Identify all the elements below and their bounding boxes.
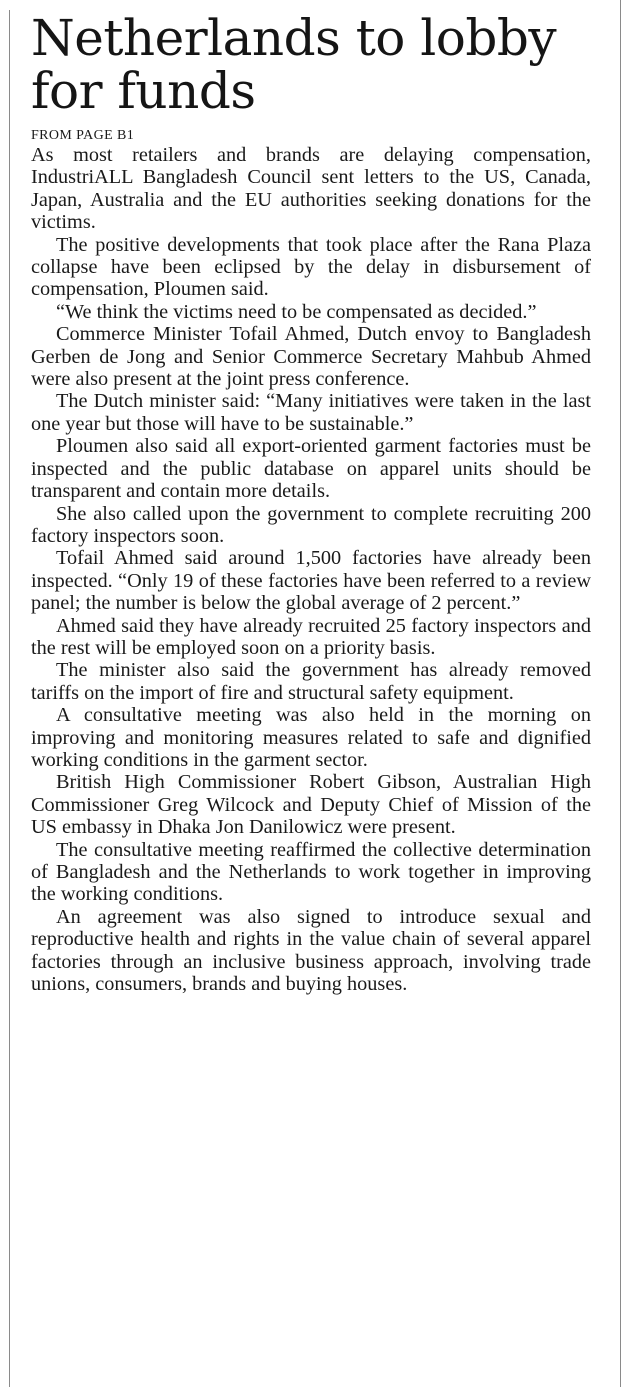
paragraph: Ahmed said they have already recruited 25 factory inspectors and the rest will be employed soon on a priority basis. [31,614,591,659]
paragraph: Commerce Minister Tofail Ahmed, Dutch envoy to Bangladesh Gerben de Jong and Senior Commerce Secretary Mahbub Ahmed were also present at the joint press conference. [31,323,591,391]
paragraph: As most retailers and brands are delaying compensation, IndustriALL Bangladesh Council sent letters to the US, Canada, Japan, Australia and the EU authorities seeking donations for the victims. [31,144,591,234]
headline-line-2: for funds [31,62,256,120]
paragraph: The Dutch minister said: “Many initiatives were taken in the last one year but those will have to be sustainable.” [31,390,591,435]
article-body [31,144,591,995]
news-article [31,9,591,996]
paragraph: She also called upon the government to complete recruiting 200 factory inspectors soon. [31,502,591,547]
headline [31,9,591,120]
paragraph: British High Commissioner Robert Gibson, Australian High Commissioner Greg Wilcock and Deputy Chief of Mission of the US embassy in Dhaka Jon Danilowicz were present. [31,771,591,839]
paragraph: An agreement was also signed to introduce sexual and reproductive health and rights in the value chain of several apparel factories through an inclusive business approach, involving trade unions, consumers, brands and buying houses. [31,905,591,996]
paragraph: A consultative meeting was also held in the morning on improving and monitoring measures related to safe and dignified working conditions in the garment sector. [31,704,591,771]
column-rule-right [620,0,621,1387]
paragraph: Tofail Ahmed said around 1,500 factories have already been inspected. “Only 19 of these factories have been referred to a review panel; the number is below the global average of 2 percent.” [31,547,591,615]
paragraph: “We think the victims need to be compensated as decided.” [56,300,537,323]
paragraph: Ploumen also said all export-oriented garment factories must be inspected and the public database on apparel units should be transparent and contain more details. [31,435,591,503]
paragraph: The positive developments that took place after the Rana Plaza collapse have been eclipsed by the delay in disbursement of compensation, Ploumen said. [31,233,591,301]
paragraph: The minister also said the government has already removed tariffs on the import of fire and structural safety equipment. [31,659,591,704]
continued-from-label: FROM PAGE B1 [31,128,135,143]
headline-line-1: Netherlands to lobby [31,9,557,67]
column-rule-left [9,10,10,1387]
paragraph: The consultative meeting reaffirmed the collective determination of Bangladesh and the Netherlands to work together in improving the working conditions. [31,838,591,906]
